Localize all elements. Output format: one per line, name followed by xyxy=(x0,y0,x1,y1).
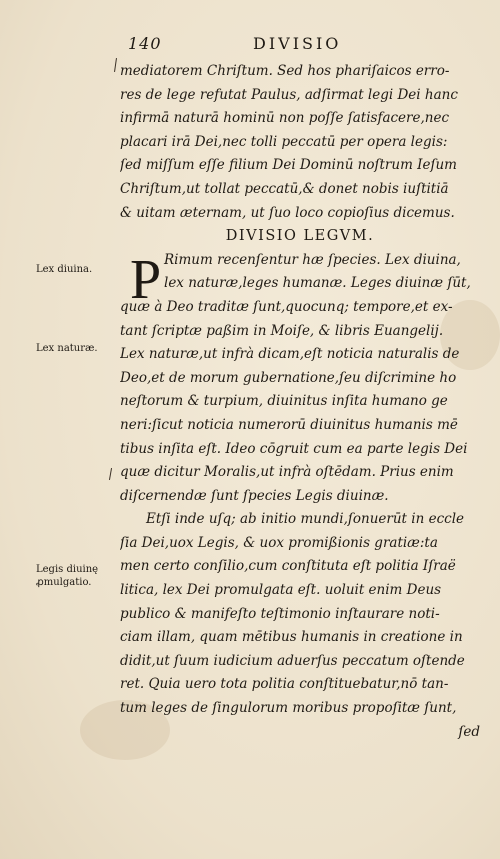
text-line: placari irā Dei,nec tolli peccatū per opera legis: xyxy=(120,133,448,150)
section-title: DIVISIO LEGVM. xyxy=(225,228,375,245)
text-line: Etſi inde uſq; ab initio mundi,ſonuerūt in eccle xyxy=(146,511,464,528)
ink-mark xyxy=(109,468,112,480)
ink-mark xyxy=(114,58,117,72)
margin-note-lex-diuina xyxy=(36,263,126,276)
text-line: quæ à Deo traditæ ſunt,quocunq; tempore,et ex- xyxy=(120,298,453,315)
text-line: ſed miſſum eſſe filium Dei Dominū noſtrum Ieſum xyxy=(120,157,457,174)
margin-note-lex-naturae xyxy=(36,342,126,355)
text-line: diſcernendæ ſunt ſpecies Legis diuinæ. xyxy=(120,487,389,504)
text-line: ret. Quia uero tota politia conſtituebatur,nō tan- xyxy=(120,676,449,693)
text-line: neri:ſicut noticia numerorū diuinitus humanis mē xyxy=(120,416,458,433)
text-line: tum leges de ſingulorum moribus propoſitæ ſunt, xyxy=(120,700,457,717)
text-line: litica, lex Dei promulgata eſt. uoluit enim Deus xyxy=(120,582,442,599)
text-line: Rimum recenſentur hæ ſpecies. Lex diuina, xyxy=(164,251,461,268)
text-line: Deo,et de morum gubernatione,ſeu diſcrimine ho xyxy=(120,369,457,386)
text-line: ciam illam, quam mētibus humanis in creatione in xyxy=(120,629,463,646)
text-line: ſia Dei,uox Legis, & uox promißionis gratiæ:ta xyxy=(120,534,438,551)
text-line: publico & manifeſto teſtimonio inſtaurare noti- xyxy=(120,605,440,622)
text-line: Chriſtum,ut tollat peccatū,& donet nobis iuſtitiā xyxy=(120,180,449,197)
drop-cap: P xyxy=(130,248,162,311)
margin-note-text: ꝓmulgatio. xyxy=(36,577,92,588)
text-line: Lex naturæ,ut infrà dicam,eſt noticia naturalis de xyxy=(120,346,460,363)
margin-note-text: Lex diuina. xyxy=(36,264,93,275)
text-line: res de lege refutat Paulus, adſirmat legi Dei hanc xyxy=(120,86,458,103)
text-line: neſtorum & turpium, diuinitus inſita humano ge xyxy=(120,393,448,410)
catchword: ſed xyxy=(458,723,480,740)
text-line: men certo conſilio,cum conſtituta eſt politia Iſraë xyxy=(120,558,456,575)
text-line: & uitam æternam, ut ſuo loco copioſius dicemus. xyxy=(120,204,455,221)
margin-note-text: Lex naturæ. xyxy=(36,343,98,354)
text-line: tibus inſita eſt. Ideo cōgruit cum ea parte legis Dei xyxy=(120,440,468,457)
text-line: mediatorem Chriſtum. Sed hos phariſaicos erro- xyxy=(120,63,450,79)
running-header xyxy=(128,34,468,54)
text-line: didit,ut ſuum iudicium aduerſus peccatum oſtende xyxy=(120,652,465,669)
text-line: tant ſcriptæ paßim in Moiſe, & libris Euangelij. xyxy=(120,322,444,339)
text-line: infirmā naturā hominū non poſſe ſatisfacere,nec xyxy=(120,110,450,127)
dropcap-paragraph xyxy=(120,249,480,343)
page-number: 140 xyxy=(128,34,162,53)
margin-note-legis-promulgatio xyxy=(36,563,126,589)
text-line: lex naturæ,leges humanæ. Leges diuinæ ſūt, xyxy=(164,275,471,292)
margin-note-text: Legis diuinę xyxy=(36,564,99,575)
text-column xyxy=(120,60,480,744)
running-title: DIVISIO xyxy=(253,34,342,53)
text-line: quæ dicitur Moralis,ut infrà oſtēdam. Prius enim xyxy=(120,464,454,481)
